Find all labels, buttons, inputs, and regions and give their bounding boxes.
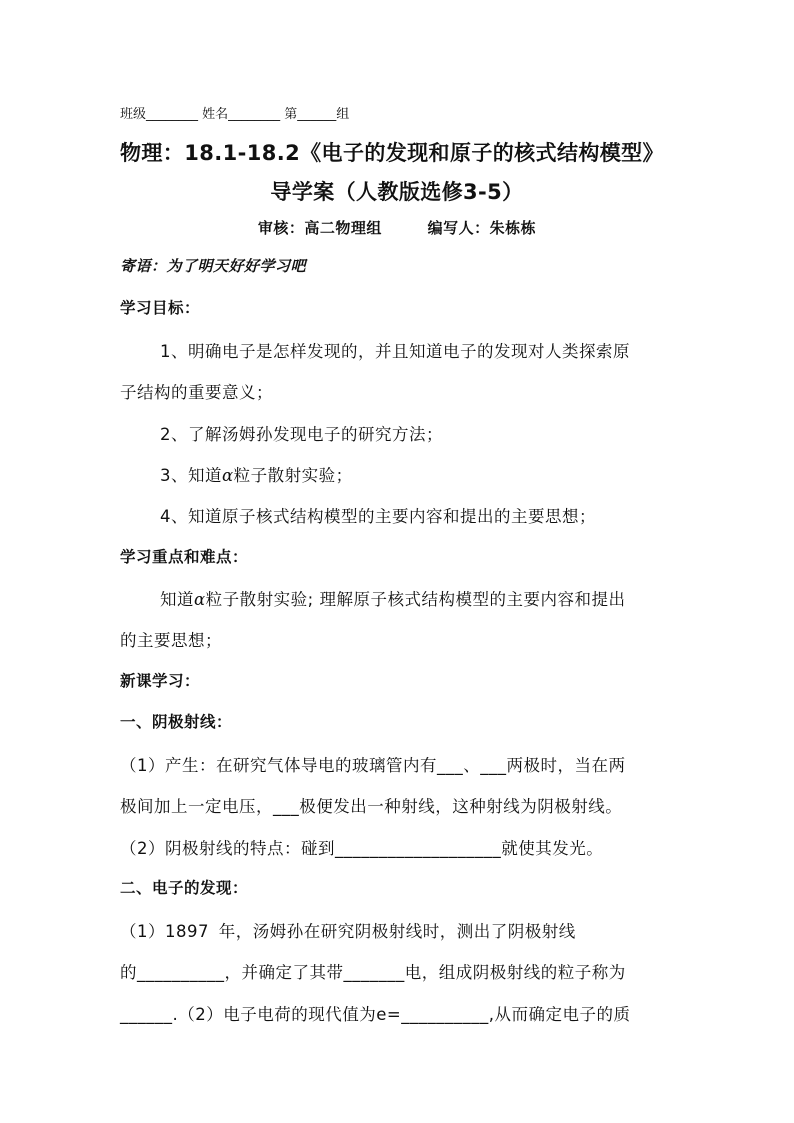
alpha-symbol: α [222, 466, 234, 485]
motto: 寄语：为了明天好好学习吧 [120, 257, 307, 275]
section1-p2: （2）阴极射线的特点：碰到___________________就使其发光。 [120, 839, 604, 858]
keypoints-heading: 学习重点和难点： [120, 548, 249, 566]
section1-p1-line2: 极间加上一定电压，___极便发出一种射线，这种射线为阴极射线。 [120, 797, 623, 816]
objective-3-prefix: 3、知道 [160, 466, 222, 485]
section1-p1-line1: （1）产生：在研究气体导电的玻璃管内有___、___两极时，当在两 [120, 756, 626, 775]
document-title-line2: 导学案（人教版选修3-5） [270, 180, 524, 204]
section2-p1-line1: （1）1897 年，汤姆孙在研究阴极射线时，测出了阴极射线 [120, 922, 576, 941]
keypoints-suffix: 粒子散射实验; 理解原子核式结构模型的主要内容和提出 [205, 590, 626, 609]
objective-4: 4、知道原子核式结构模型的主要内容和提出的主要思想； [160, 507, 596, 526]
objectives-heading: 学习目标： [120, 299, 201, 317]
objective-2: 2、了解汤姆孙发现电子的研究方法； [160, 425, 443, 444]
objective-1-line1: 1、明确电子是怎样发现的，并且知道电子的发现对人类探索原 [160, 342, 630, 361]
keypoints-line2: 的主要思想； [120, 631, 222, 650]
section2-p1-line3: ______.（2）电子电荷的现代值为e=__________,从而确定电子的质 [120, 1005, 631, 1024]
student-info-header: 班级________ 姓名________ 第______组 [120, 107, 350, 122]
keypoints-prefix: 知道 [160, 590, 194, 609]
objective-1-line2: 子结构的重要意义； [120, 383, 273, 402]
objective-3 [160, 462, 353, 486]
section1-heading: 一、阴极射线： [120, 713, 233, 731]
section2-heading: 二、电子的发现： [120, 879, 249, 897]
new-lesson-heading: 新课学习： [120, 672, 201, 690]
document-title-line1: 物理：18.1-18.2《电子的发现和原子的核式结构模型》 [120, 141, 664, 165]
section2-p1-line2: 的__________，并确定了其带_______电，组成阴极射线的粒子称为 [120, 963, 626, 982]
alpha-symbol: α [194, 590, 206, 609]
credits-line: 审核：高二物理组 编写人：朱栋栋 [257, 219, 537, 237]
objective-3-suffix: 粒子散射实验； [233, 466, 353, 485]
keypoints-line1 [160, 586, 625, 610]
